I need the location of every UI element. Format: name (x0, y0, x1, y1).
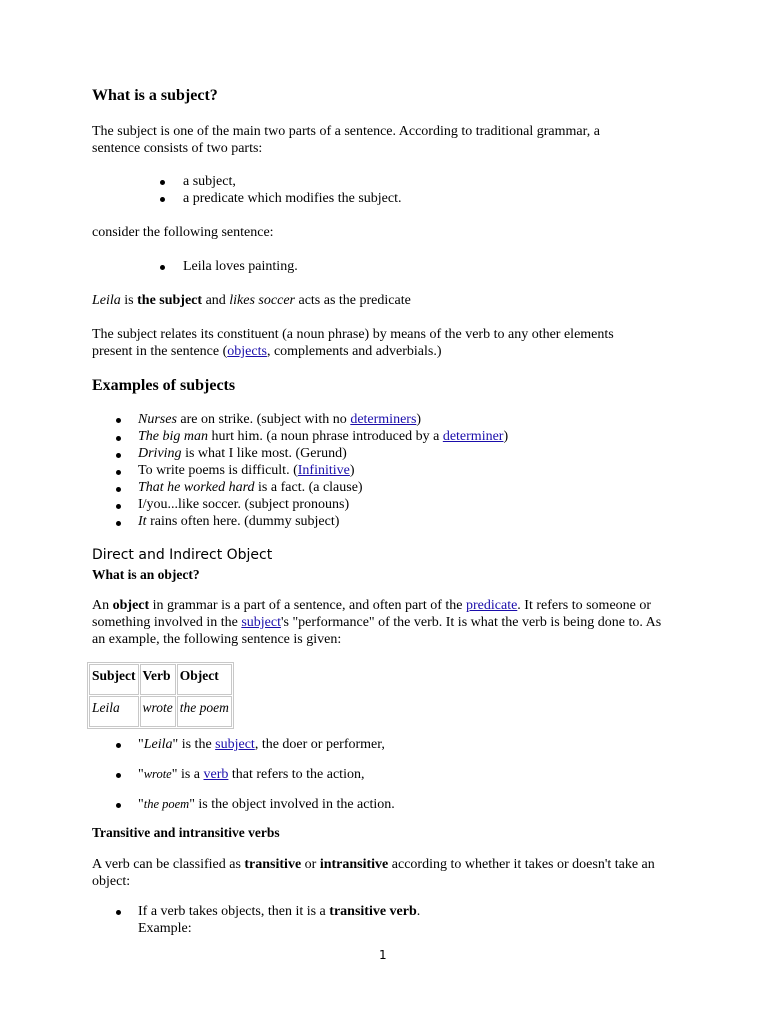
list-item (138, 479, 363, 497)
table-cell: the poem (177, 696, 232, 727)
list-item: "Leila" is the subject, the doer or performer, (138, 737, 385, 752)
bullet (116, 773, 121, 778)
transitive-para-line-1: A verb can be classified as transitive or intransitive according to whether it takes or doesn't take an (92, 857, 655, 872)
bold-text: intransitive (319, 857, 389, 872)
list-item: Leila loves painting. (183, 259, 298, 274)
bullet (116, 521, 121, 526)
infinitive-link[interactable]: Infinitive (297, 463, 350, 478)
text: An (92, 598, 113, 613)
table-header-cell: Subject (89, 664, 139, 695)
list-item: If a verb takes objects, then it is a transitive verb. (138, 904, 421, 919)
heading-what-is-object: What is an object? (92, 567, 200, 582)
em-text: It (138, 514, 147, 529)
example-label: Example: (138, 921, 192, 936)
list-item: "wrote" is a verb that refers to the action, (138, 767, 365, 782)
object-para-line-3: an example, the following sentence is given: (92, 632, 342, 647)
text: ) (503, 429, 509, 444)
text: , complements and adverbials.) (266, 344, 442, 359)
text: rains often here. (dummy subject) (146, 514, 340, 529)
heading-transitive: Transitive and intransitive verbs (92, 825, 280, 840)
bullet (116, 453, 121, 458)
page-number: 1 (379, 948, 387, 962)
em-text: That he worked hard (138, 480, 255, 495)
em-text: Leila (143, 737, 173, 752)
example-table (87, 662, 234, 729)
verb-link[interactable]: verb (203, 767, 229, 782)
bullet (116, 910, 121, 915)
bullet (160, 265, 165, 270)
text: and (202, 293, 230, 308)
bold-text: object (112, 598, 150, 613)
em-text: likes soccer (229, 293, 295, 308)
table-header-cell: Object (177, 664, 232, 695)
em-text: The big man (138, 429, 208, 444)
text: hurt him. (a noun phrase introduced by a (208, 429, 443, 444)
subject-link[interactable]: subject (215, 737, 255, 752)
bullet (116, 418, 121, 423)
em-text: the poem (143, 797, 190, 811)
list-item: "the poem" is the object involved in the action. (138, 797, 395, 812)
text: is what I like most. (Gerund) (181, 446, 347, 461)
text: is a fact. (a clause) (254, 480, 363, 495)
table-header-row (89, 664, 232, 695)
text: . It refers to someone or (517, 598, 652, 613)
table-row (89, 696, 232, 727)
table-cell: Leila (89, 696, 139, 727)
bold-text: transitive verb (329, 904, 417, 919)
bold-text: the subject (137, 293, 203, 308)
list-item: I/you...like soccer. (subject pronouns) (138, 497, 350, 512)
em-text: Leila (92, 293, 121, 308)
text: is (120, 293, 138, 308)
subject-link[interactable]: subject (241, 615, 281, 630)
text: 's "performance" of the verb. It is what the verb is being done to. As (280, 615, 662, 630)
list-item (138, 428, 508, 446)
list-item: a subject, (183, 174, 236, 189)
text: ) (416, 412, 422, 427)
list-item (138, 445, 347, 463)
list-item (138, 513, 339, 531)
em-text: Driving (138, 446, 182, 461)
leila-explanation (92, 292, 411, 310)
objects-link[interactable]: objects (227, 344, 267, 359)
consider-text: consider the following sentence: (92, 225, 274, 240)
intro-line-2: sentence consists of two parts: (92, 141, 263, 156)
text: something involved in the (92, 615, 242, 630)
bullet (116, 803, 121, 808)
relates-line-1: The subject relates its constituent (a noun phrase) by means of the verb to any other elements (92, 327, 614, 342)
text: in grammar is a part of a sentence, and often part of the (149, 598, 466, 613)
object-para-line-1 (92, 597, 651, 615)
text: present in the sentence ( (92, 344, 228, 359)
list-item: a predicate which modifies the subject. (183, 191, 402, 206)
list-item (138, 411, 421, 429)
bullet (116, 743, 121, 748)
text: To write poems is difficult. ( (138, 463, 298, 478)
heading-examples: Examples of subjects (92, 377, 236, 394)
predicate-link[interactable]: predicate (466, 598, 518, 613)
bullet (116, 470, 121, 475)
text: are on strike. (subject with no (176, 412, 351, 427)
list-item (138, 462, 355, 480)
bullet (116, 487, 121, 492)
heading-what-is-subject: What is a subject? (92, 87, 218, 104)
relates-line-2 (92, 343, 442, 361)
text: ) (349, 463, 355, 478)
bullet (116, 504, 121, 509)
bold-text: transitive (244, 857, 302, 872)
transitive-para-line-2: object: (92, 874, 131, 889)
determiner-link[interactable]: determiner (442, 429, 504, 444)
bullet (160, 197, 165, 202)
em-text: wrote (143, 767, 172, 781)
text: acts as the predicate (294, 293, 411, 308)
object-para-line-2 (92, 614, 661, 632)
bullet (160, 180, 165, 185)
intro-line-1: The subject is one of the main two parts of a sentence. According to traditional grammar, a (92, 124, 600, 139)
heading-direct-indirect: Direct and Indirect Object (92, 547, 273, 563)
em-text: Nurses (138, 412, 177, 427)
table-cell: wrote (140, 696, 176, 727)
bullet (116, 436, 121, 441)
table-header-cell: Verb (140, 664, 176, 695)
determiners-link[interactable]: determiners (350, 412, 417, 427)
